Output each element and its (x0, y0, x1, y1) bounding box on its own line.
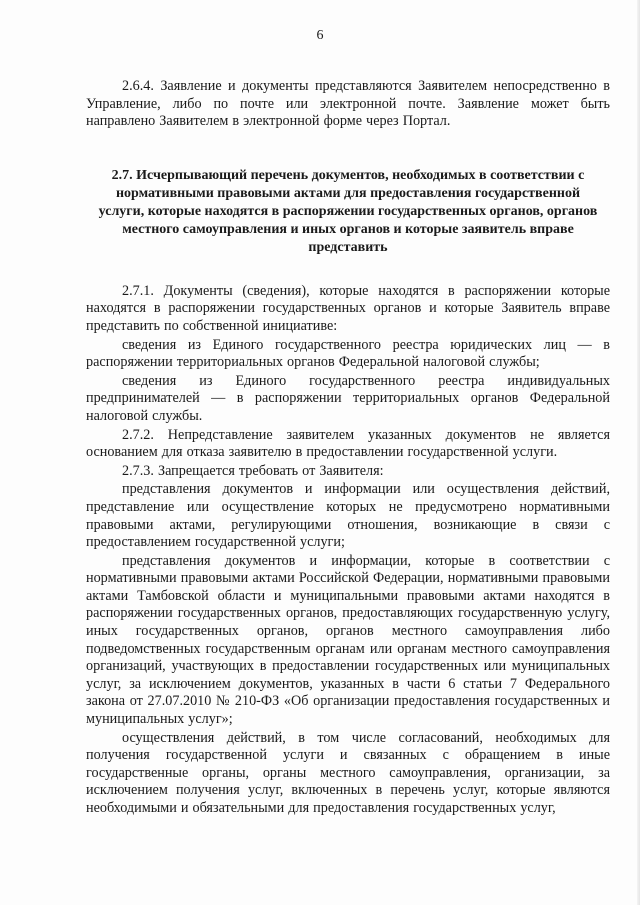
document-body (86, 78, 610, 818)
paragraph-2-7-1: 2.7.1. Документы (сведения), которые находятся в распоряжении которые находятся в распоряжении государственных органов и которые Заявитель вправе представить по собственной инициативе: (86, 282, 610, 334)
paragraph-prohibition-3: осуществления действий, в том числе согласований, необходимых для получения государственной услуги и связанных с обращением в иные государственные органы, органы местного самоуправления, организации, за исключением получения услуг, включенных в перечень услуг, которые являются необходимыми и обязательными для предоставления государственных услуг, (86, 729, 610, 816)
paragraph-prohibition-2: представления документов и информации, которые в соответствии с нормативными правовыми актами Российской Федерации, нормативными правовыми актами Тамбовской области и муниципальными правовыми актами находятся в распоряжении государственных органов, предоставляющих государственную услугу, иных государственных органов, органов местного самоуправления либо подведомственных государственным органам или органам местного самоуправления организаций, участвующих в предоставлении государственных или муниципальных услуг, за исключением документов, указанных в части 6 статьи 7 Федерального закона от 27.07.2010 № 210-ФЗ «Об организации предоставления государственных и муниципальных услуг»; (86, 552, 610, 728)
paragraph-2-6-4: 2.6.4. Заявление и документы представляются Заявителем непосредственно в Управление, либо по почте или электронной почте. Заявление может быть направлено Заявителем в электронной форме через Портал. (86, 78, 610, 130)
paragraph-2-7-3: 2.7.3. Запрещается требовать от Заявителя: (122, 462, 384, 479)
paragraph-prohibition-1: представления документов и информации или осуществления действий, представление или осуществление которых не предусмотрено нормативными правовыми актами, регулирующими отношения, возникающие в связи с предоставлением государственной услуги; (86, 481, 610, 551)
paragraph-egrul: сведения из Единого государственного реестра юридических лиц — в распоряжении территориальных органов Федеральной налоговой службы; (86, 336, 610, 371)
section-heading-2-7: 2.7. Исчерпывающий перечень документов, необходимых в соответствии с нормативными правовыми актами для предоставления государственной услуги, которые находятся в распоряжении государственных органов, органов местного самоуправления и иных органов и которые заявитель вправе представить (98, 167, 598, 255)
paragraph-egrip: сведения из Единого государственного реестра индивидуальных предпринимателей — в распоряжении территориальных органов Федеральной налоговой службы. (86, 372, 610, 424)
paragraph-2-7-2: 2.7.2. Непредставление заявителем указанных документов не является основанием для отказа заявителю в предоставлении государственной услуги. (86, 426, 610, 461)
page-number: 6 (316, 28, 324, 43)
